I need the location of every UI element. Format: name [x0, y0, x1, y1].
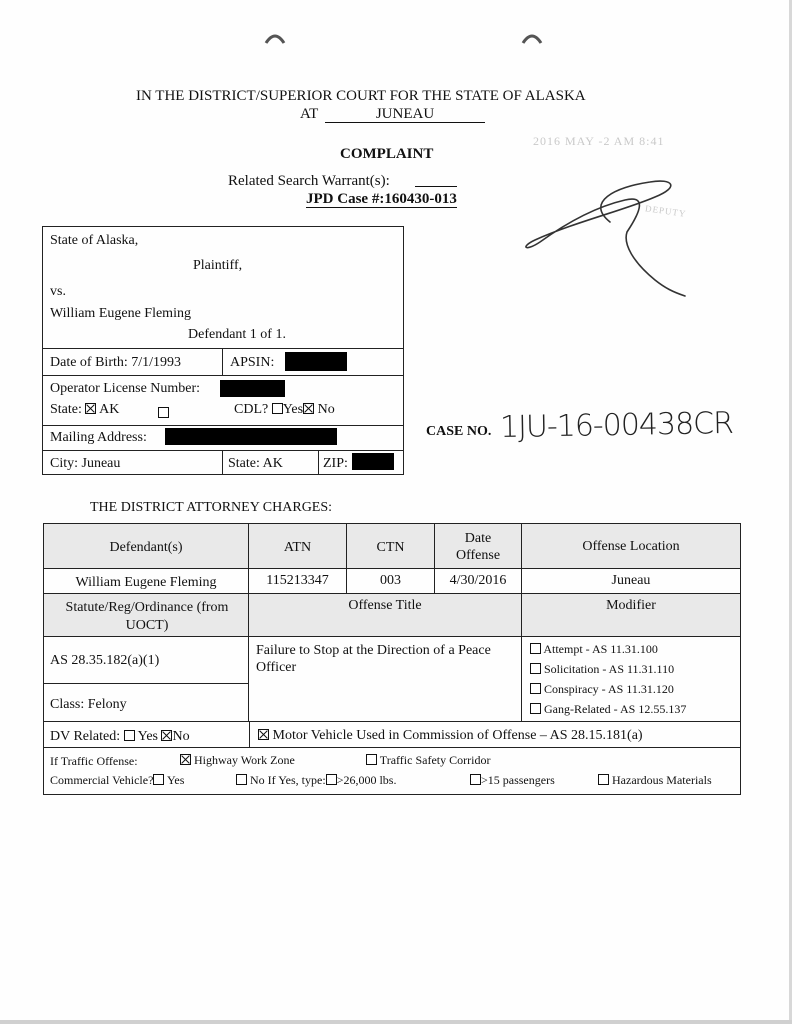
class-row: [50, 697, 127, 713]
license-state-label: State:: [50, 402, 82, 417]
at-location: JUNEAU: [325, 106, 485, 123]
passengers-option: [470, 773, 555, 788]
apsin-redaction: [285, 352, 347, 371]
class-label: Class:: [50, 697, 85, 712]
jpd-case-number: JPD Case #:160430-013: [306, 191, 457, 207]
lbs-label: >26,000 lbs.: [336, 773, 397, 787]
commercial-label: Commercial Vehicle?: [50, 773, 154, 787]
charges-heading: THE DISTRICT ATTORNEY CHARGES:: [90, 500, 333, 515]
col-date-offense: Date Offense: [455, 531, 501, 563]
conspiracy-label: Conspiracy - AS 11.31.120: [544, 682, 674, 696]
punch-hole-left-icon: [264, 30, 286, 44]
highway-checkbox[interactable]: [180, 754, 191, 765]
dob-label: Date of Birth:: [50, 355, 128, 370]
mv-label: Motor Vehicle Used in Commission of Offense – AS 28.15.181(a): [272, 728, 643, 743]
hazmat-label: Hazardous Materials: [612, 773, 712, 787]
statute-value: AS 28.35.182(a)(1): [50, 653, 160, 668]
if-yes-label: If Yes, type:: [267, 773, 326, 787]
lbs-checkbox[interactable]: [326, 774, 337, 785]
cdl-yes-checkbox[interactable]: [272, 403, 283, 414]
city-label: City:: [50, 456, 79, 471]
page-edge-bottom: [0, 1020, 792, 1024]
plaintiff-name: State of Alaska,: [50, 233, 139, 248]
state2-value: AK: [262, 456, 283, 471]
modifier-solicitation: [530, 662, 674, 677]
col-offense-location: Offense Location: [582, 539, 680, 554]
offense-title-value: Failure to Stop at the Direction of a Peace Officer: [256, 643, 491, 675]
cell-defendant: William Eugene Fleming: [75, 575, 217, 590]
col-ctn: CTN: [376, 540, 405, 555]
mailing-label: Mailing Address:: [50, 430, 147, 445]
conspiracy-checkbox[interactable]: [530, 683, 541, 694]
defendant-name: William Eugene Fleming: [50, 306, 191, 321]
zip-redaction: [352, 453, 394, 470]
cell-atn: 115213347: [266, 573, 329, 588]
plaintiff-role: Plaintiff,: [193, 258, 243, 273]
cell-ctn: 003: [380, 573, 401, 588]
safety-label: Traffic Safety Corridor: [379, 753, 491, 767]
dv-row: [50, 729, 190, 745]
license-label: Operator License Number:: [50, 381, 201, 396]
dv-yes-checkbox[interactable]: [124, 730, 135, 741]
cell-date-offense: 4/30/2016: [449, 573, 507, 588]
cdl-no-label: No: [317, 402, 335, 417]
cv-no-checkbox[interactable]: [236, 774, 247, 785]
mv-checkbox[interactable]: [258, 729, 269, 740]
cv-yes-label: Yes: [166, 773, 185, 787]
dv-label: DV Related:: [50, 729, 121, 744]
versus-label: vs.: [50, 284, 66, 299]
passengers-label: >15 passengers: [481, 773, 555, 787]
gang-label: Gang-Related - AS 12.55.137: [544, 702, 687, 716]
defendant-role: Defendant 1 of 1.: [188, 327, 286, 342]
gang-checkbox[interactable]: [530, 703, 541, 714]
dv-no-checkbox[interactable]: [161, 730, 172, 741]
modifier-conspiracy: [530, 682, 674, 697]
cdl-no-checkbox[interactable]: [303, 403, 314, 414]
zip-label: ZIP:: [323, 456, 348, 471]
solicitation-label: Solicitation - AS 11.31.110: [544, 662, 675, 676]
state2-row: [228, 456, 283, 472]
city-row: [50, 456, 120, 472]
col-defendants: Defendant(s): [109, 540, 183, 555]
at-label: AT: [300, 106, 319, 122]
commercial-row: [50, 773, 184, 788]
state2-label: State:: [228, 456, 260, 471]
cdl-label: CDL?: [234, 402, 269, 417]
cv-yes-checkbox[interactable]: [153, 774, 164, 785]
cdl-row: [234, 402, 335, 418]
dob-row: [50, 355, 181, 371]
deputy-stamp: DEPUTY: [644, 203, 687, 219]
safety-checkbox[interactable]: [366, 754, 377, 765]
modifier-attempt: [530, 642, 658, 657]
license-state-row: [50, 402, 119, 418]
attempt-label: Attempt - AS 11.31.100: [543, 642, 658, 656]
city-value: Juneau: [81, 456, 121, 471]
court-heading: IN THE DISTRICT/SUPERIOR COURT FOR THE STATE OF ALASKA: [136, 88, 586, 104]
class-value: Felony: [87, 697, 127, 712]
cell-offense-location: Juneau: [611, 573, 651, 588]
state-other-checkbox[interactable]: [158, 407, 169, 418]
dv-yes-label: Yes: [137, 729, 158, 744]
license-state-value: AK: [99, 402, 120, 417]
cv-no-label: No: [250, 773, 265, 787]
punch-hole-right-icon: [521, 30, 543, 44]
mailing-redaction: [165, 428, 337, 445]
state-ak-checkbox[interactable]: [85, 403, 96, 414]
case-no-label: CASE NO.: [426, 424, 492, 439]
license-redaction: [220, 380, 285, 397]
solicitation-checkbox[interactable]: [530, 663, 541, 674]
signature-icon: [515, 162, 690, 302]
warrant-label: Related Search Warrant(s):: [228, 173, 390, 189]
dv-no-label: No: [172, 729, 190, 744]
dob-value: 7/1/1993: [131, 355, 182, 370]
traffic-label: If Traffic Offense:: [50, 754, 138, 768]
filing-stamp: 2016 MAY -2 AM 8:41: [533, 134, 665, 148]
attempt-checkbox[interactable]: [530, 643, 541, 654]
highway-label: Highway Work Zone: [194, 753, 295, 767]
statute-header: Statute/Reg/Ordinance (from UOCT): [65, 600, 229, 633]
passengers-checkbox[interactable]: [470, 774, 481, 785]
modifier-header: Modifier: [606, 598, 656, 613]
complaint-title: COMPLAINT: [340, 146, 434, 162]
hazmat-checkbox[interactable]: [598, 774, 609, 785]
offense-title-header: Offense Title: [348, 598, 422, 613]
cv-no-row: [236, 773, 396, 788]
warrant-blank: [415, 186, 457, 187]
mv-row: [258, 728, 643, 744]
hazmat-option: [598, 773, 712, 788]
safety-option: [366, 753, 490, 768]
cdl-yes-label: Yes: [282, 402, 304, 417]
modifier-gang: [530, 702, 686, 717]
apsin-label: APSIN:: [230, 355, 275, 370]
highway-option: [180, 753, 295, 768]
col-atn: ATN: [283, 540, 312, 555]
case-no-value: 1JU-16-00438CR: [499, 405, 734, 446]
